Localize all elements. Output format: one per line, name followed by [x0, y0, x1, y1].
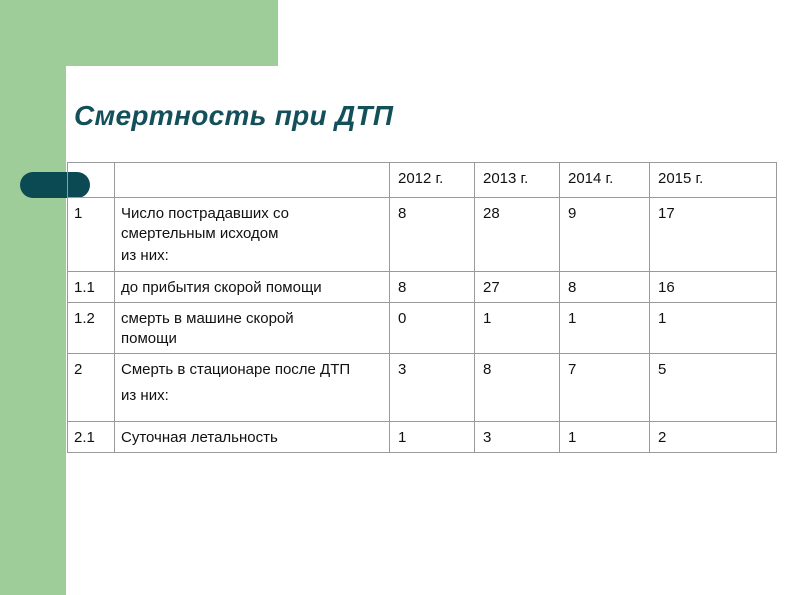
value-2014: 1: [560, 303, 650, 354]
row-sublabel: из них:: [121, 247, 169, 264]
value-2014: 9: [560, 198, 650, 272]
header-cell-2013: 2013 г.: [475, 163, 560, 198]
value-2012: 0: [390, 303, 475, 354]
value-2012: 8: [390, 272, 475, 303]
value-2013: 8: [475, 354, 560, 422]
row-number: 2.1: [68, 422, 115, 453]
value-2012: 1: [390, 422, 475, 453]
table-row: [68, 354, 777, 422]
row-number: 1.2: [68, 303, 115, 354]
value-2015: 2: [650, 422, 777, 453]
row-label-text: Число пострадавших со смертельным исходом: [121, 205, 289, 242]
header-cell-num: [68, 163, 115, 198]
header-cell-2015: 2015 г.: [650, 163, 777, 198]
mortality-table: [67, 162, 777, 453]
value-2015: 16: [650, 272, 777, 303]
value-2012: 3: [390, 354, 475, 422]
row-number: 2: [68, 354, 115, 422]
value-2015: 1: [650, 303, 777, 354]
header-cell-2014: 2014 г.: [560, 163, 650, 198]
header-cell-2012: 2012 г.: [390, 163, 475, 198]
row-label: до прибытия скорой помощи: [115, 272, 390, 303]
table-row: [68, 272, 777, 303]
decorative-left-band: [0, 0, 66, 595]
header-cell-label: [115, 163, 390, 198]
value-2012: 8: [390, 198, 475, 272]
value-2014: 8: [560, 272, 650, 303]
value-2013: 27: [475, 272, 560, 303]
value-2013: 3: [475, 422, 560, 453]
value-2013: 28: [475, 198, 560, 272]
value-2014: 7: [560, 354, 650, 422]
row-label: [115, 198, 390, 272]
row-label: смерть в машине скорой помощи: [115, 303, 390, 354]
table-row: [68, 422, 777, 453]
slide-title: Смертность при ДТП: [74, 100, 394, 131]
row-label: Суточная летальность: [115, 422, 390, 453]
row-label: [115, 354, 390, 422]
value-2013: 1: [475, 303, 560, 354]
row-label-text: Смерть в стационаре после ДТП: [121, 361, 351, 378]
table-row: [68, 303, 777, 354]
value-2014: 1: [560, 422, 650, 453]
table-header-row: [68, 163, 777, 198]
value-2015: 5: [650, 354, 777, 422]
row-number: 1: [68, 198, 115, 272]
table-row: [68, 198, 777, 272]
value-2015: 17: [650, 198, 777, 272]
row-number: 1.1: [68, 272, 115, 303]
row-sublabel: из них:: [121, 387, 169, 404]
